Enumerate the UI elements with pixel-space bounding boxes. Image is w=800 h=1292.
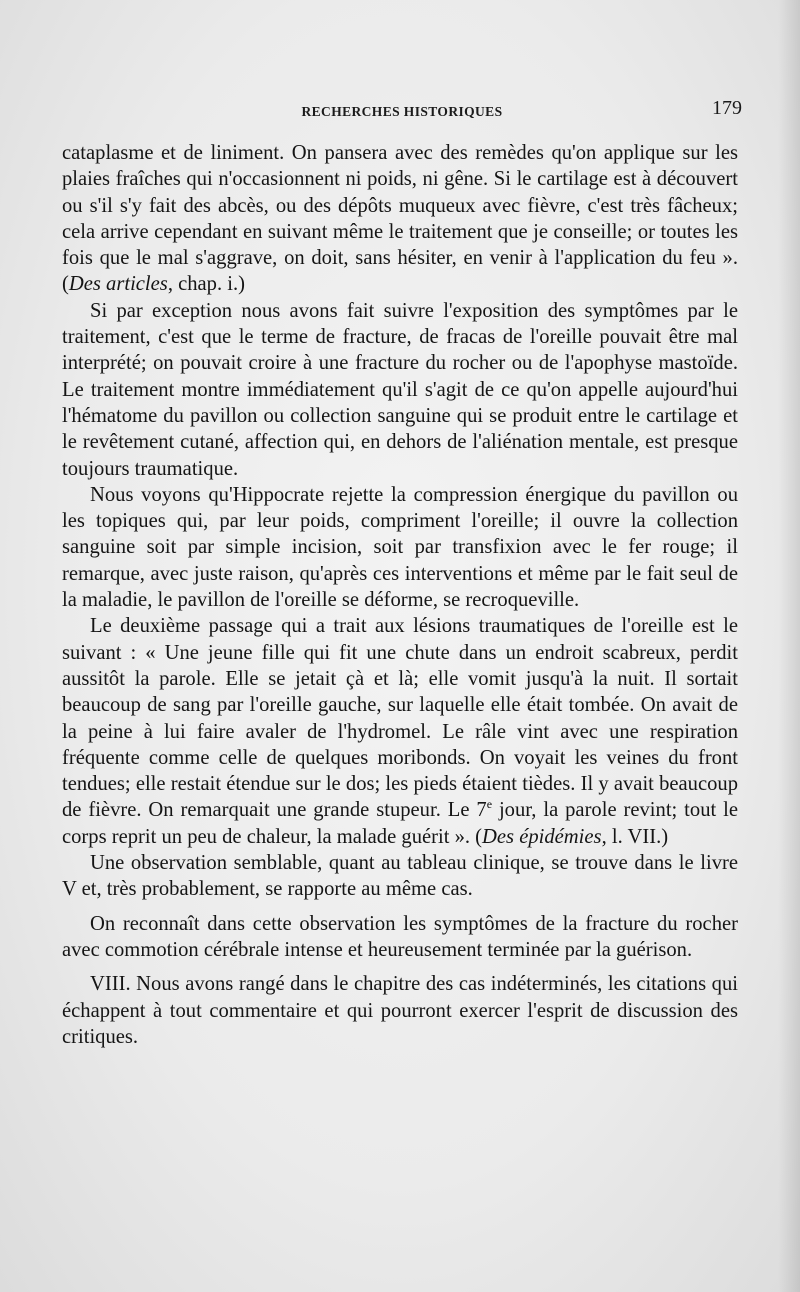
superscript: e bbox=[486, 797, 493, 812]
paragraph-3: Nous voyons qu'Hippocrate rejette la compression énergique du pavillon ou les topiques qui, par leur poids, compriment l'oreille; il ouvre la collection sanguine soit par simple incision, soit par transfixion avec le fer rouge; il remarque, avec juste raison, qu'après ces interventions et même par le fait seul de la maladie, le pavillon de l'oreille se déforme, se recroqueville. bbox=[62, 483, 738, 612]
paragraph-5: Une observation semblable, quant au tableau clinique, se trouve dans le livre V et, très probablement, se rapporte au même cas. bbox=[62, 852, 738, 901]
page-number: 179 bbox=[712, 97, 742, 119]
paragraph-1-text: cataplasme et de liniment. On pansera avec des remèdes qu'on applique sur les plaies fraîches qui n'occasionnent ni poids, ni gêne. Si le cartilage est à découvert ou s'il s'y fait des abcès, ou des dépôts muqueux avec fièvre, c'est très fâcheux; cela arrive cependant en suivant même le traitement que je conseille; or toutes les fois que le mal s'aggrave, on doit, sans hésiter, en venir à l'application du feu ». ( bbox=[62, 142, 738, 296]
page-edge-shadow bbox=[778, 0, 800, 1292]
running-head: RECHERCHES HISTORIQUES bbox=[301, 104, 503, 119]
citation-title: Des épidémies bbox=[482, 825, 602, 848]
citation-title: Des articles bbox=[68, 273, 168, 296]
citation-ref: , chap. i.) bbox=[167, 273, 246, 296]
citation-ref: , l. VII.) bbox=[601, 825, 669, 848]
paragraph-1 bbox=[62, 140, 738, 298]
paragraph-4-text-cont: jour, la parole revint; tout le corps reprit un peu de chaleur, la malade guérit ». ( bbox=[62, 799, 738, 848]
body-text bbox=[62, 140, 738, 1050]
paragraph-2: Si par exception nous avons fait suivre l'exposition des symptômes par le traitement, c'est que le terme de fracture, de fracas de l'oreille pouvait être mal interprété; on pouvait croire à une fracture du rocher ou de l'apophyse mastoïde. Le traitement montre immédiatement qu'il s'agit de ce qu'on appelle aujourd'hui l'hématome du pavillon ou collection sanguine qui se produit entre le cartilage et le revêtement cutané, affection qui, en dehors de l'aliénation mentale, est presque toujours traumatique. bbox=[62, 299, 738, 480]
page-header bbox=[62, 97, 742, 124]
paragraph-4-text: Le deuxième passage qui a trait aux lésions traumatiques de l'oreille est le suivant : « Une jeune fille qui fit une chute dans un endroit scabreux, perdit aussitôt la parole. Elle se jetait çà et là; elle vomit jusqu'à la nuit. Il sortait beaucoup de sang par l'oreille gauche, sur laquelle elle était tombée. On avait de la peine à lui faire avaler de l'hydromel. Le râle vint avec une respiration fréquente comme celle de quelques moribonds. On voyait les veines du front tendues; elle restait étendue sur le dos; les pieds étaient tièdes. Il y avait beaucoup de fièvre. On remarquait une grande stupeur. Le 7 bbox=[62, 615, 738, 822]
paragraph-6: On reconnaît dans cette observation les symptômes de la fracture du rocher avec commotion cérébrale intense et heureusement terminée par la guérison. bbox=[62, 912, 738, 961]
paragraph-4 bbox=[62, 613, 738, 850]
paragraph-7: VIII. Nous avons rangé dans le chapitre des cas indéterminés, les citations qui échappent à tout commentaire et qui pourront exercer l'esprit de discussion des critiques. bbox=[62, 973, 738, 1048]
